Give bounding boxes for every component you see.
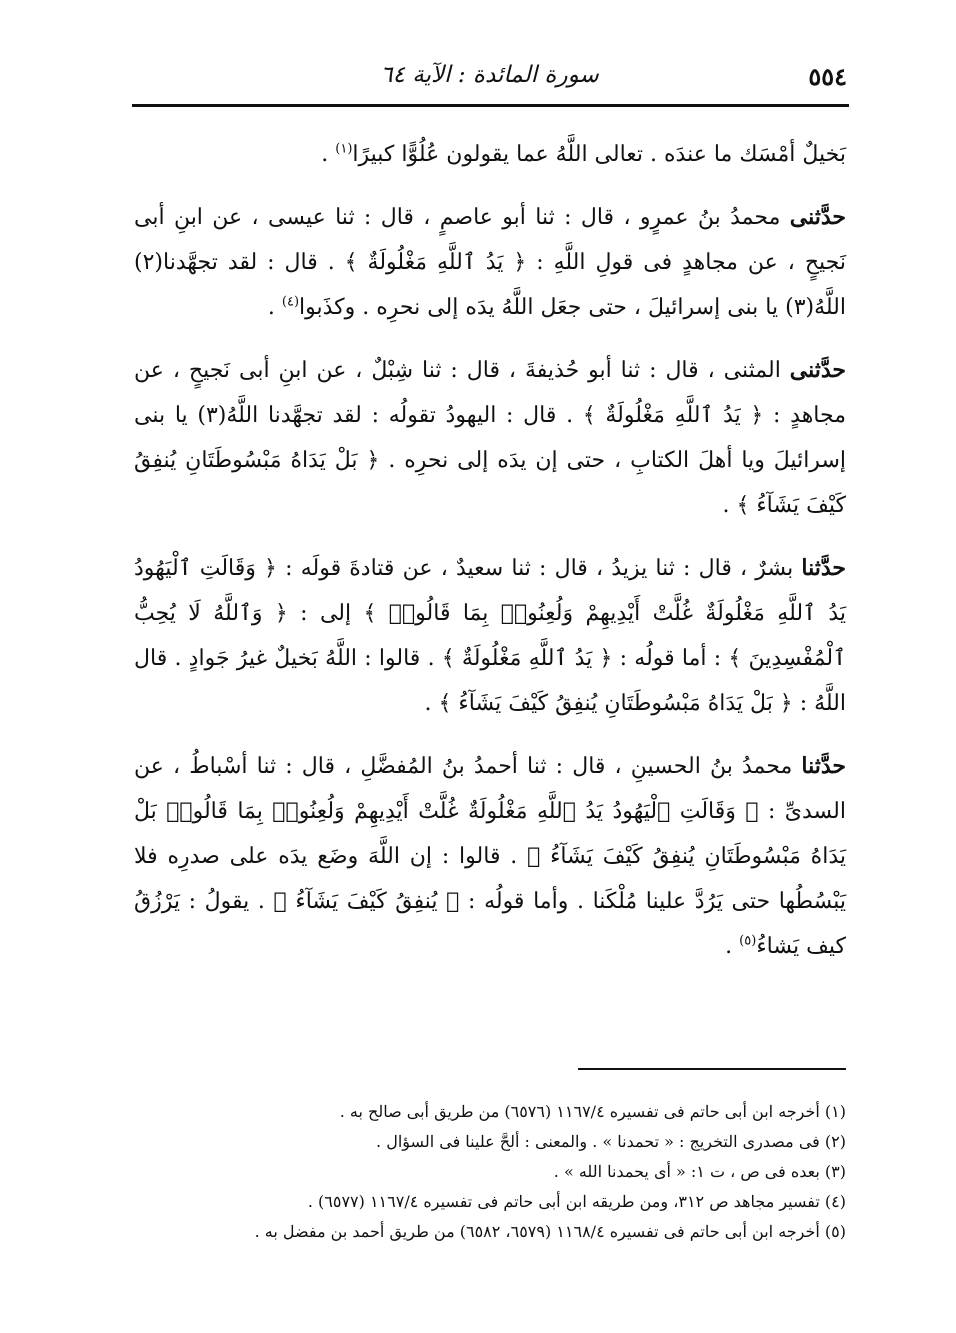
paragraph xyxy=(134,195,846,330)
running-title: سورة المائدة : الآية ٦٤ xyxy=(380,62,599,88)
footnote-marker: (١) xyxy=(335,141,353,157)
paragraph-tail: . xyxy=(321,142,336,167)
footnote: (١) أخرجه ابن أبى حاتم فى تفسيره ١١٦٧/٤ (٦٥٧٦) من طريق أبى صالح به . xyxy=(339,1102,846,1121)
narration-lead: حدَّثنى xyxy=(789,204,846,230)
page-number: ٥٥٤ xyxy=(808,62,847,91)
paragraph-text: محمدُ بنُ عمرٍو ، قال : ثنا أبو عاصمٍ ، قال : ثنا عيسى ، عن ابنِ أبى نَجيحٍ ، عن مجاهدٍ فى قولِ اللَّهِ : ﴿ يَدُ ٱللَّهِ مَغْلُولَةٌ ﴾ . قال : لقد تجهَّدنا(٢) اللَّهُ(٣) يا بنى إسرائيلَ ، حتى جعَل اللَّهُ يدَه إلى نحرِه . وكذَبوا xyxy=(134,205,846,320)
narration-lead: حدَّثنا xyxy=(801,753,846,779)
paragraph xyxy=(134,744,846,969)
footnote-marker: (٤) xyxy=(281,294,300,310)
paragraph xyxy=(134,348,846,528)
paragraph-text: بَخيلٌ أمْسَك ما عندَه . تعالى اللَّهُ عما يقولون عُلُوًّا كبيرًا xyxy=(352,142,846,167)
header-rule xyxy=(132,104,849,107)
footnote: (٣) بعده فى ص ، ت ١: « أى يحمدنا الله » . xyxy=(553,1162,846,1181)
paragraph xyxy=(134,546,846,726)
paragraph-tail: . xyxy=(725,934,740,959)
paragraph-tail: . xyxy=(424,691,439,716)
paragraph xyxy=(134,132,846,177)
paragraph-text: بشرٌ ، قال : ثنا يزيدُ ، قال : ثنا سعيدٌ ، عن قتادةَ قولَه : ﴿ وَقَالَتِ ٱلْيَهُودُ يَدُ ٱللَّهِ مَغْلُولَةٌ غُلَّتْ أَيْدِيهِمْ وَلُعِنُوا۟ بِمَا قَالُوا۟ ﴾ إلى : ﴿ وَٱللَّهُ لَا يُحِبُّ ٱلْمُفْسِدِينَ ﴾ : أما قولُه : ﴿ يَدُ ٱللَّهِ مَغْلُولَةٌ ﴾ . قالوا : اللَّهُ بَخيلٌ غيرُ جَوادٍ . قال اللَّهُ : ﴿ بَلْ يَدَاهُ مَبْسُوطَتَانِ يُنفِقُ كَيْفَ يَشَآءُ ﴾ xyxy=(134,556,846,716)
footnotes xyxy=(134,1097,846,1247)
main-text xyxy=(134,132,846,987)
paragraph-text: المثنى ، قال : ثنا أبو حُذيفةَ ، قال : ثنا شِبْلٌ ، عن ابنِ أبى نَجيحٍ ، عن مجاهدٍ : ﴿ يَدُ ٱللَّهِ مَغْلُولَةٌ ﴾ . قال : اليهودُ تقولُه : لقد تجهَّدنا اللَّهُ(٣) يا بنى إسرائيلَ ويا أهلَ الكتابِ ، حتى إن يدَه إلى نحرِه . ﴿ بَلْ يَدَاهُ مَبْسُوطَتَانِ يُنفِقُ كَيْفَ يَشَآءُ ﴾ xyxy=(134,358,846,518)
page-header xyxy=(132,58,847,98)
footnote-rule xyxy=(578,1068,846,1070)
paragraph-text: محمدُ بنُ الحسينِ ، قال : ثنا أحمدُ بنُ المُفضَّلِ ، قال : ثنا أسْباطُ ، عن السدىِّ : ﴿ وَقَالَتِ ٱلْيَهُودُ يَدُ ٱللَّهِ مَغْلُولَةٌ غُلَّتْ أَيْدِيهِمْ وَلُعِنُوا۟ بِمَا قَالُوا۟ بَلْ يَدَاهُ مَبْسُوطَتَانِ يُنفِقُ كَيْفَ يَشَآءُ ﴾ . قالوا : إن اللَّهَ وضَع يدَه على صدرِه فلا يَبْسُطُها حتى يَرُدَّ علينا مُلْكَنا . وأما قولُه : ﴿ يُنفِقُ كَيْفَ يَشَآءُ ﴾ . يقولُ : يَرْزُقُ كيف يَشاءُ xyxy=(134,754,846,959)
footnote-marker: (٥) xyxy=(739,933,757,949)
narration-lead: حدَّثنى xyxy=(789,357,846,383)
footnote: (٢) فى مصدرى التخريج : « تحمدنا » . والمعنى : ألحَّ علينا فى السؤال . xyxy=(376,1132,846,1151)
paragraph-tail: . xyxy=(267,295,282,320)
footnote: (٥) أخرجه ابن أبى حاتم فى تفسيره ١١٦٨/٤ (٦٥٧٩، ٦٥٨٢) من طريق أحمد بن مفضل به . xyxy=(254,1222,846,1241)
narration-lead: حدَّثنا xyxy=(801,555,846,581)
footnote: (٤) تفسير مجاهد ص ٣١٢، ومن طريقه ابن أبى حاتم فى تفسيره ١١٦٧/٤ (٦٥٧٧) . xyxy=(307,1192,846,1211)
paragraph-tail: . xyxy=(722,493,737,518)
